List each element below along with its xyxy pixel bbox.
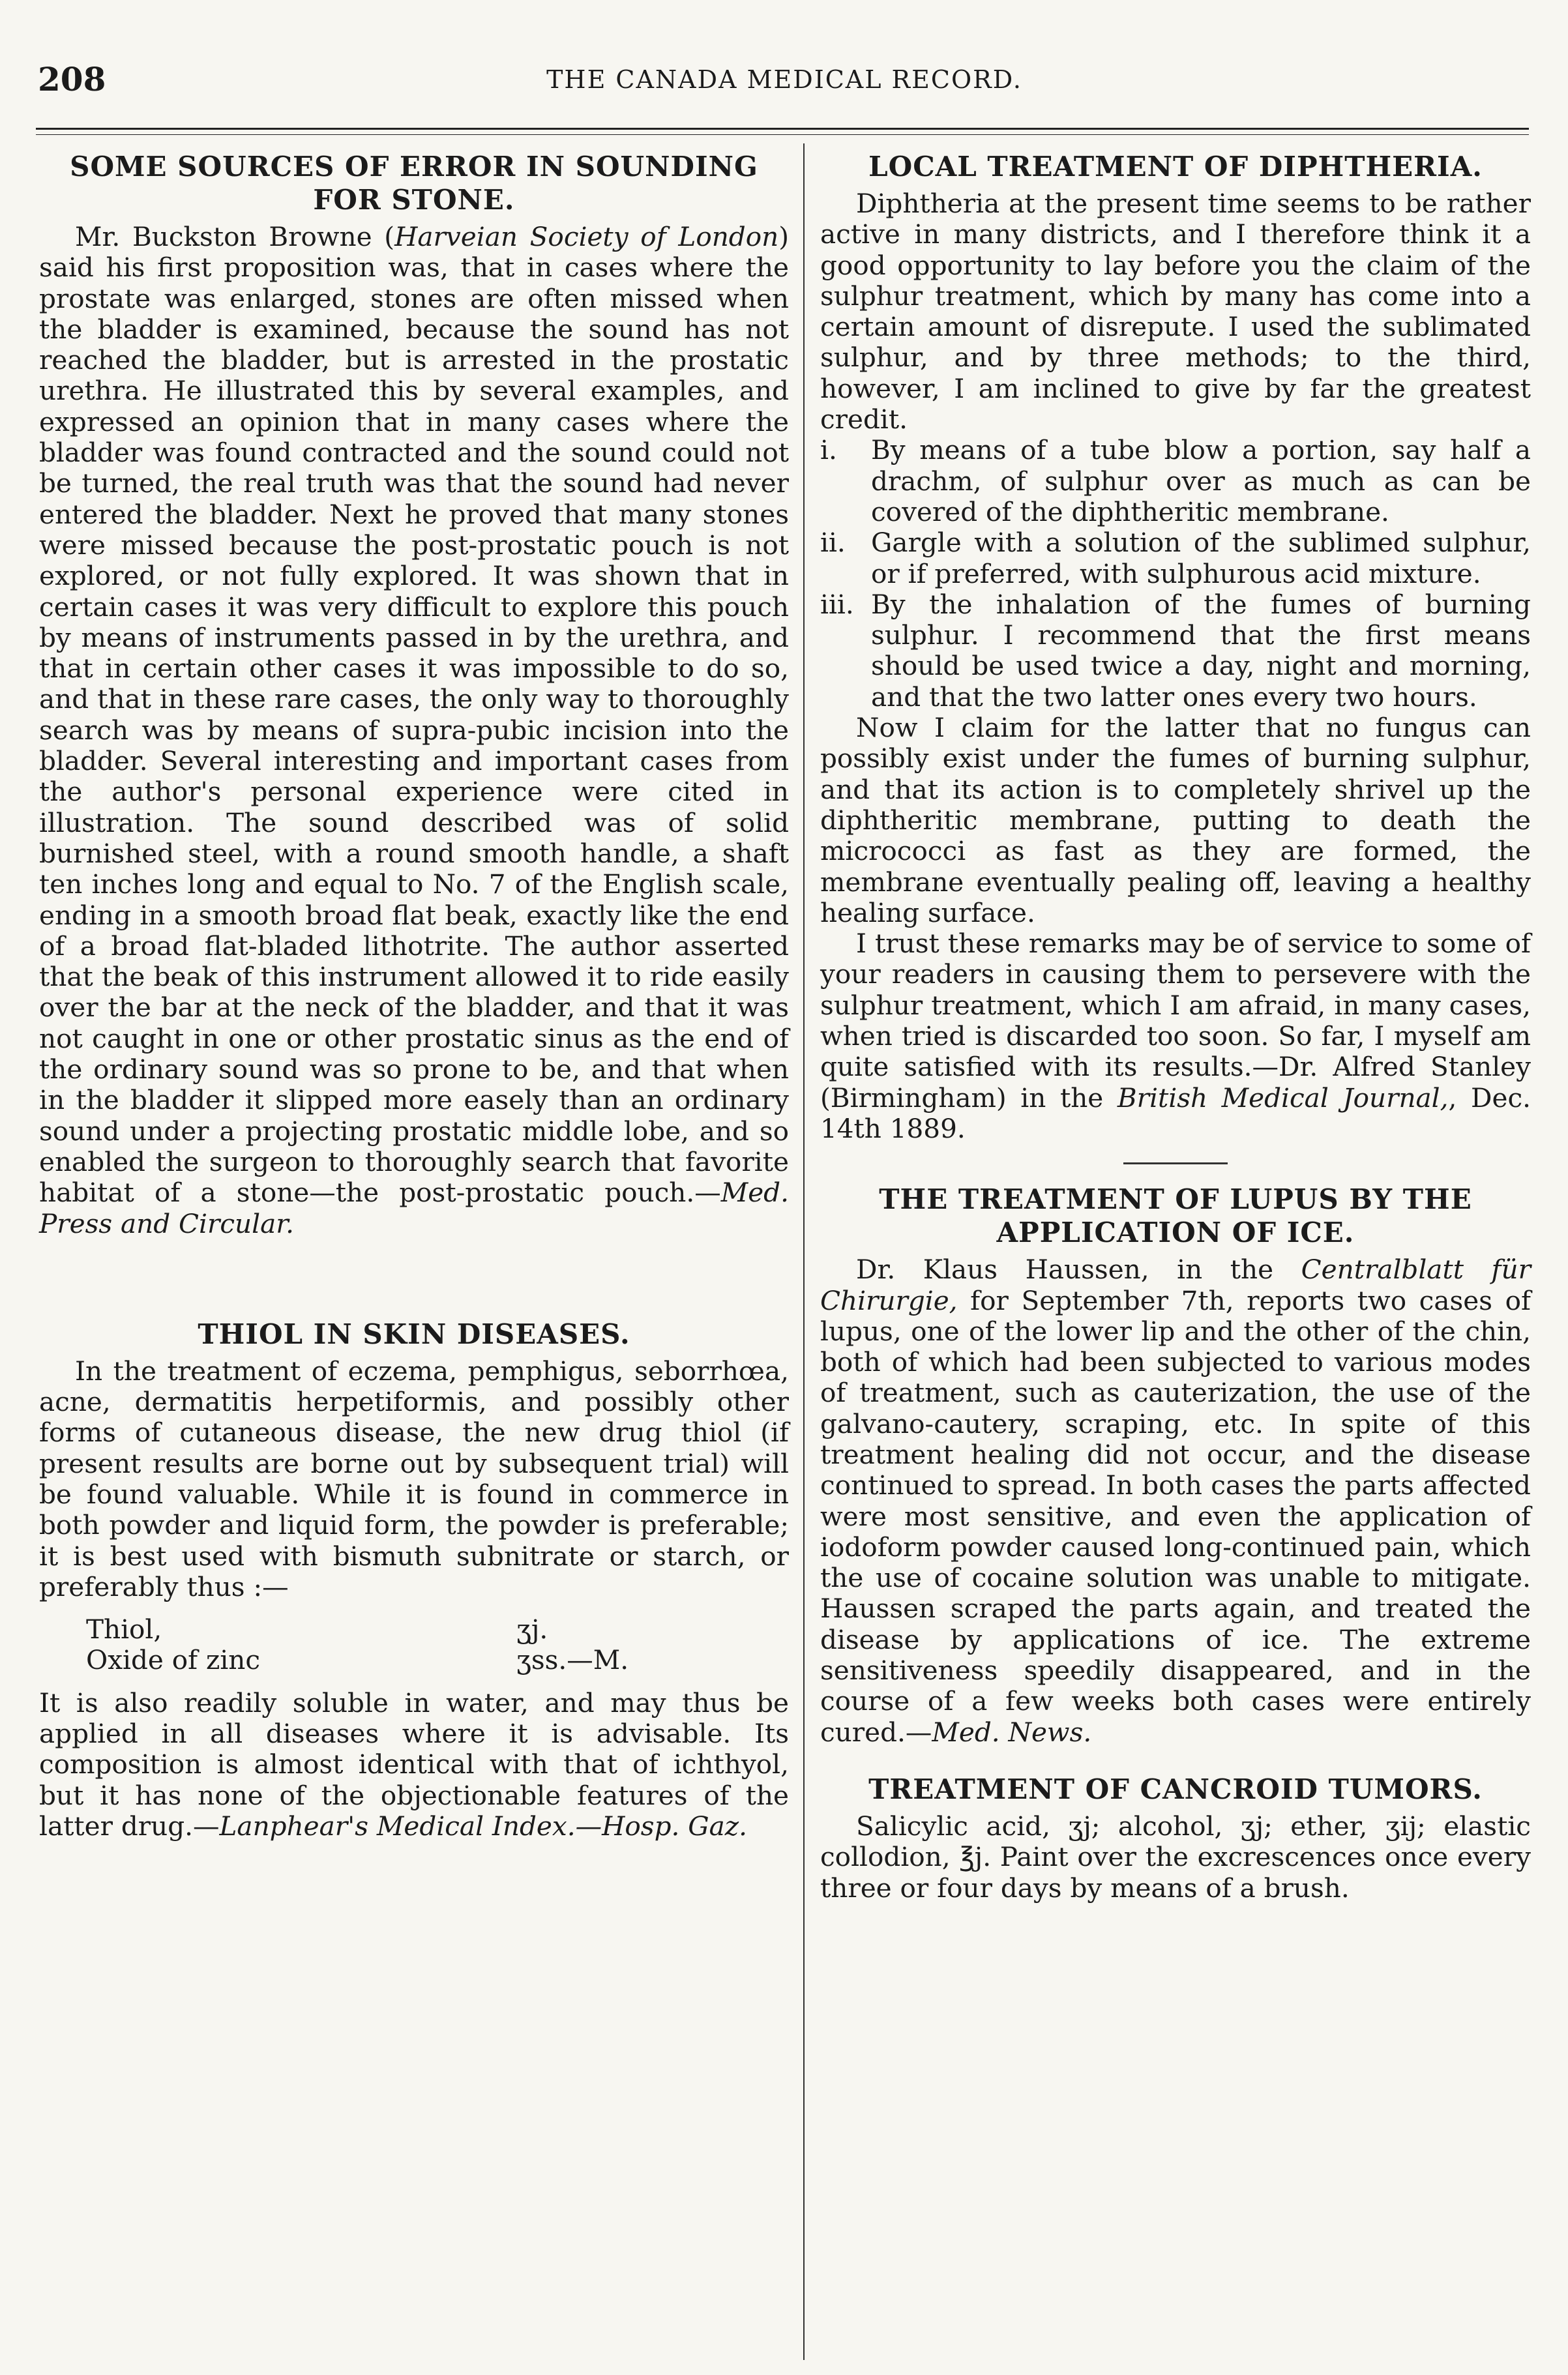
text-run: I trust these remarks may be of service to some of your readers in causing them to persevere with the sulphur treatment, which I am afraid, in many cases, when tried is discarded too soon. So far, I myself am quite satisfied with its results.—Dr. Alfred Stanley (Birmingham) in the bbox=[820, 928, 1531, 1114]
article-sounding-for-stone bbox=[39, 150, 789, 1239]
list-marker: iii. bbox=[820, 588, 854, 620]
article-source: Med. News. bbox=[932, 1716, 1092, 1748]
right-column bbox=[820, 150, 1531, 1904]
list-item bbox=[820, 435, 1531, 527]
text-run: Dr. Klaus Haussen, in the bbox=[856, 1254, 1301, 1286]
list-item bbox=[820, 589, 1531, 713]
header-rule-thin bbox=[36, 134, 1529, 135]
journal-title: THE CANADA MEDICAL RECORD. bbox=[546, 65, 1022, 94]
article-paragraph bbox=[39, 222, 789, 1239]
list-marker: ii. bbox=[820, 527, 846, 559]
ingredient-name: Oxide of zinc bbox=[86, 1644, 261, 1676]
column-divider bbox=[803, 143, 805, 2360]
list-item-text: By means of a tube blow a portion, say half a drachm, of sulphur over as much as can be covered of the diphtheritic membrane. bbox=[871, 434, 1531, 527]
spacer bbox=[39, 1239, 789, 1318]
prescription-row bbox=[39, 1645, 789, 1675]
running-head bbox=[38, 60, 1531, 106]
article-thiol bbox=[39, 1318, 789, 1842]
section-separator bbox=[1123, 1162, 1228, 1164]
text-run: , Dec. 14th 1889. bbox=[820, 1082, 1531, 1144]
article-title: SOME SOURCES OF ERROR IN SOUNDING FOR STONE. bbox=[70, 151, 758, 216]
ingredient-name: Thiol, bbox=[86, 1614, 162, 1645]
article-title: LOCAL TREATMENT OF DIPHTHERIA. bbox=[868, 151, 1483, 183]
article-source: Lanphear's Medical Index.—Hosp. Gaz. bbox=[219, 1810, 747, 1842]
article-cancroid bbox=[820, 1773, 1531, 1904]
list-item bbox=[820, 527, 1531, 589]
list-item-text: By the inhalation of the fumes of burning sulphur. I recommend that the first means should be used twice a day, night and morning, and that the two latter ones every two hours. bbox=[871, 588, 1531, 713]
article-paragraph: Diphtheria at the present time seems to be rather active in many districts, and I therefore think it a good opportunity to lay before you the claim of the sulphur treatment, which by many has come into a certain amount of disrepute. I used the sublimated sulphur, and by three methods; to the third, however, I am inclined to give by far the greatest credit. bbox=[820, 188, 1531, 435]
article-lupus bbox=[820, 1183, 1531, 1748]
article-title: THE TREATMENT OF LUPUS BY THE APPLICATION OF ICE. bbox=[879, 1183, 1472, 1249]
spacer bbox=[820, 1748, 1531, 1773]
ingredient-amount: ʒss.—M. bbox=[516, 1644, 629, 1676]
left-column bbox=[39, 150, 789, 1842]
text-run: Mr. Buckston Browne ( bbox=[75, 221, 395, 252]
prescription-row bbox=[39, 1614, 789, 1645]
journal-citation: Centralblatt für Chirurgie, bbox=[820, 1254, 1531, 1316]
prescription bbox=[39, 1614, 789, 1676]
journal-citation: British Medical Journal, bbox=[1117, 1082, 1449, 1114]
article-paragraph bbox=[39, 1688, 789, 1842]
text-run: It is also readily soluble in water, and may thus be applied in all diseases where it is advisable. Its composition is almost identical with that of ichthyol, but it has none of the objectionable features of the latter drug.— bbox=[39, 1687, 789, 1842]
society-name: Harveian Society of London bbox=[394, 221, 779, 252]
article-paragraph: Now I claim for the latter that no fungus can possibly exist under the fumes of burning sulphur, and that its action is to completely shrivel up the diphtheritic membrane, putting to death the micrococci as fast as they are formed, the membrane eventually pealing off, leaving a healthy healing surface. bbox=[820, 712, 1531, 928]
article-paragraph: In the treatment of eczema, pemphigus, seborrhœa, acne, dermatitis herpetiformis, and possibly other forms of cutaneous disease, the new drug thiol (if present results are borne out by subsequent trial) will be found valuable. While it is found in commerce in both powder and liquid form, the powder is preferable; it is best used with bismuth subnitrate or starch, or preferably thus :— bbox=[39, 1355, 789, 1602]
text-run: for September 7th, reports two cases of lupus, one of the lower lip and the other of the chin, both of which had been subjected to various modes of treatment, such as cauterization, the use of the galvano-cautery, scraping, etc. In spite of this treatment healing did not occur, and the disease continued to spread. In both cases the parts affected were most sensitive, and even the application of iodoform powder caused long-continued pain, which the use of cocaine solution was unable to mitigate. Haussen scraped the parts again, and treated the disease by applications of ice. The extreme sensitiveness speedily disappeared, and in the course of a few weeks both cases were entirely cured.— bbox=[820, 1284, 1531, 1748]
list-marker: i. bbox=[820, 434, 837, 466]
article-diphtheria bbox=[820, 150, 1531, 1144]
article-title: THIOL IN SKIN DISEASES. bbox=[198, 1318, 630, 1350]
header-rule bbox=[36, 128, 1529, 130]
article-paragraph bbox=[820, 1254, 1531, 1748]
article-paragraph: Salicylic acid, ʒj; alcohol, ʒj; ether, ʒij; elastic collodion, ℥j. Paint over the excrescences once every three or four days by means of a brush. bbox=[820, 1810, 1531, 1904]
list-item-text: Gargle with a solution of the sublimed sulphur, or if preferred, with sulphurous acid mixture. bbox=[871, 527, 1531, 589]
ingredient-amount: ʒj. bbox=[516, 1614, 548, 1645]
page-number: 208 bbox=[38, 60, 106, 98]
treatment-list bbox=[820, 435, 1531, 713]
article-source: Med. Press and Circular. bbox=[39, 1177, 789, 1239]
article-title: TREATMENT OF CANCROID TUMORS. bbox=[868, 1773, 1483, 1805]
text-run: ) said his first proposition was, that in cases where the prostate was enlarged, stones are often missed when the bladder is examined, because the sound has not reached the bladder, but is arrested in the prostatic urethra. He illustrated this by several examples, and expressed an opinion that in many cases where the bladder was found contracted and the sound could not be turned, the real truth was that the sound had never entered the bladder. Next he proved that many stones were missed because the post-prostatic pouch is not explored, or not fully explored. It was shown that in certain cases it was very difficult to explore this pouch by means of instruments passed in by the urethra, and that in certain other cases it was impossible to do so, and that in these rare cases, the only way to thoroughly search was by means of supra-pubic incision into the bladder. Several interesting and important cases from the author's personal experience were cited in illustration. The sound described was of solid burnished steel, with a round smooth handle, a shaft ten inches long and equal to No. 7 of the English scale, ending in a smooth broad flat beak, exactly like the end of a broad flat-bladed lithotrite. The author asserted that the beak of this instrument allowed it to ride easily over the bar at the neck of the bladder, and that it was not caught in one or other prostatic sinus as the end of the ordinary sound was so prone to be, and that when in the bladder it slipped more easely than an ordinary sound under a projecting prostatic middle lobe, and so enabled the surgeon to thoroughly search that favorite habitat of a stone—the post-prostatic pouch.— bbox=[39, 221, 789, 1209]
article-paragraph bbox=[820, 928, 1531, 1144]
